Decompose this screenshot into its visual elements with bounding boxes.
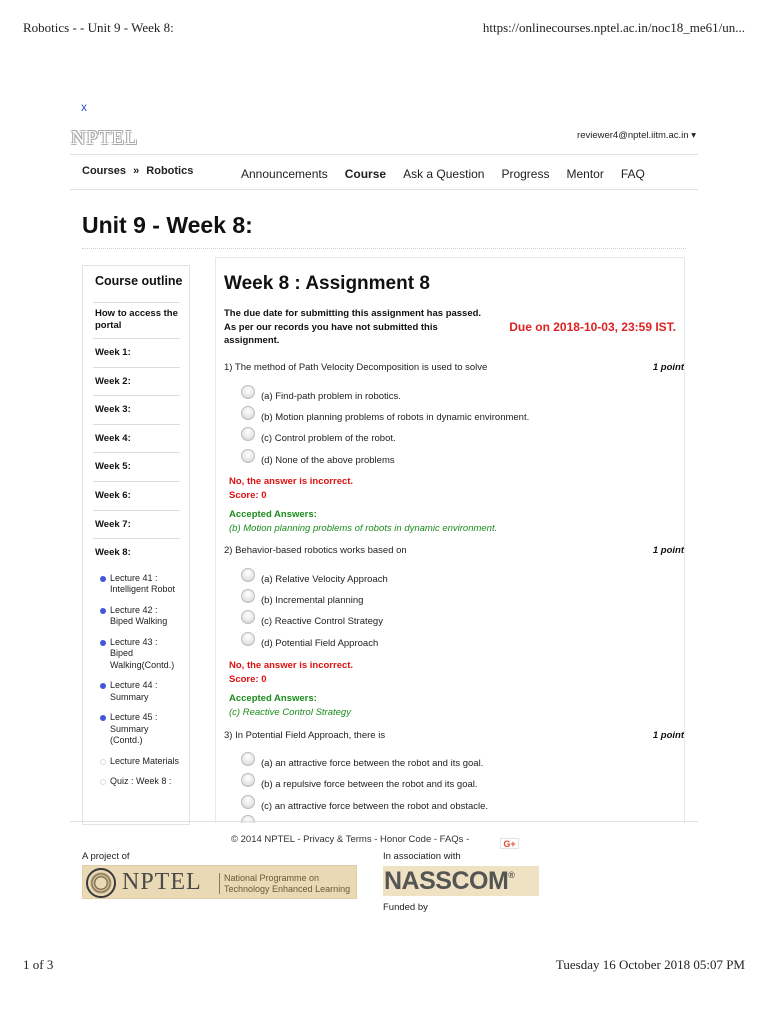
option-label: (c) an attractive force between the robot and obstacle. bbox=[261, 801, 489, 812]
nav-progress[interactable]: Progress bbox=[501, 167, 550, 181]
q1-score: Score: 0 bbox=[229, 490, 267, 501]
q2-accepted-answer: (c) Reactive Control Strategy bbox=[229, 707, 351, 718]
breadcrumb-course[interactable]: Robotics bbox=[146, 165, 194, 177]
nav-announcements[interactable]: Announcements bbox=[241, 167, 328, 181]
sidebar-quiz-week-8[interactable] bbox=[83, 776, 183, 788]
lecture-label: Lecture Materials bbox=[110, 755, 180, 766]
close-icon[interactable]: x bbox=[81, 100, 87, 114]
print-page-title: Robotics - - Unit 9 - Week 8: bbox=[23, 20, 174, 35]
option-label: (a) Find-path problem in robotics. bbox=[261, 391, 401, 402]
option-label: (d) Potential Field Approach bbox=[261, 638, 379, 649]
radio-button[interactable] bbox=[241, 385, 255, 399]
completed-dot-icon bbox=[100, 608, 106, 614]
print-page-number: 1 of 3 bbox=[23, 957, 54, 972]
q1-feedback: No, the answer is incorrect. bbox=[229, 476, 354, 487]
lecture-label: Lecture 42 : Biped Walking bbox=[110, 604, 168, 627]
radio-button[interactable] bbox=[241, 632, 255, 646]
lecture-label: Lecture 41 : Intelligent Robot bbox=[110, 572, 176, 595]
sidebar-item-week-2[interactable]: Week 2: bbox=[95, 375, 131, 387]
question-2-text: 2) Behavior-based robotics works based on bbox=[224, 545, 407, 556]
sidebar-item-week-6[interactable]: Week 6: bbox=[95, 489, 131, 501]
print-footer bbox=[23, 957, 745, 977]
option-label: (c) Control problem of the robot. bbox=[261, 433, 396, 444]
print-page-url: https://onlinecourses.nptel.ac.in/noc18_me61/un... bbox=[482, 20, 745, 35]
sidebar-lecture-45[interactable] bbox=[83, 712, 183, 747]
option-label: (b) a repulsive force between the robot and its goal. bbox=[261, 779, 478, 790]
sidebar-item-week-4[interactable]: Week 4: bbox=[95, 432, 131, 444]
sidebar-lecture-materials[interactable] bbox=[83, 756, 183, 768]
option-label: (b) Incremental planning bbox=[261, 595, 364, 606]
sidebar-item-week-1[interactable]: Week 1: bbox=[95, 347, 131, 358]
question-2-points: 1 point bbox=[652, 545, 684, 556]
banner-divider bbox=[219, 873, 220, 894]
completed-dot-icon bbox=[100, 715, 106, 721]
question-1-points: 1 point bbox=[652, 362, 684, 373]
completed-dot-icon bbox=[100, 576, 106, 582]
header-divider bbox=[70, 154, 698, 155]
radio-button[interactable] bbox=[241, 610, 255, 624]
title-divider bbox=[82, 248, 686, 249]
question-1-text: 1) The method of Path Velocity Decomposition is used to solve bbox=[224, 362, 488, 373]
user-email: reviewer4@nptel.iitm.ac.in bbox=[577, 130, 689, 141]
sidebar-lecture-43[interactable] bbox=[83, 637, 183, 672]
question-3-text: 3) In Potential Field Approach, there is bbox=[224, 730, 386, 741]
project-of-label: A project of bbox=[82, 851, 130, 862]
nav-faq[interactable]: FAQ bbox=[620, 167, 645, 181]
due-date: Due on 2018-10-03, 23:59 IST. bbox=[509, 320, 676, 334]
print-header bbox=[23, 20, 745, 40]
course-nav bbox=[241, 167, 662, 181]
breadcrumb-separator: » bbox=[133, 165, 140, 177]
lecture-label: Lecture 45 : Summary (Contd.) bbox=[110, 712, 158, 746]
nasscom-word: NASSCOM bbox=[384, 867, 509, 895]
radio-button[interactable] bbox=[241, 589, 255, 603]
nav-ask-question[interactable]: Ask a Question bbox=[403, 167, 485, 181]
sidebar-item-week-3[interactable]: Week 3: bbox=[95, 404, 131, 416]
page-title: Unit 9 - Week 8: bbox=[82, 212, 253, 238]
radio-button[interactable] bbox=[241, 406, 255, 420]
user-menu[interactable] bbox=[577, 130, 696, 141]
incomplete-dot-icon bbox=[100, 759, 106, 765]
registered-mark: ® bbox=[508, 870, 515, 880]
option-label: (d) None of the above problems bbox=[261, 455, 395, 466]
q1-accepted-label: Accepted Answers: bbox=[229, 509, 317, 520]
q2-feedback: No, the answer is incorrect. bbox=[229, 660, 354, 671]
lecture-label: Quiz : Week 8 : bbox=[110, 776, 172, 787]
assignment-title: Week 8 : Assignment 8 bbox=[224, 273, 430, 294]
lecture-label: Lecture 43 : Biped Walking(Contd.) bbox=[110, 636, 175, 670]
q2-score: Score: 0 bbox=[229, 674, 267, 685]
print-datetime: Tuesday 16 October 2018 05:07 PM bbox=[555, 957, 745, 972]
incomplete-dot-icon bbox=[100, 779, 106, 785]
radio-button[interactable] bbox=[241, 427, 255, 441]
sidebar-lecture-41[interactable] bbox=[83, 573, 183, 596]
option-label: (b) Motion planning problems of robots in dynamic environment. bbox=[261, 412, 530, 423]
option-label: (a) Relative Velocity Approach bbox=[261, 574, 388, 585]
nptel-banner-word: NPTEL bbox=[122, 869, 202, 895]
breadcrumb bbox=[82, 165, 197, 177]
radio-button[interactable] bbox=[241, 752, 255, 766]
due-note: The due date for submitting this assignment has passed. As per our records you have not submitted this assignment. bbox=[224, 308, 482, 346]
nptel-banner-subtitle: National Programme on Technology Enhanced Learning bbox=[224, 873, 351, 894]
q2-accepted-label: Accepted Answers: bbox=[229, 693, 317, 704]
emblem-icon bbox=[86, 868, 116, 898]
radio-button[interactable] bbox=[241, 449, 255, 463]
completed-dot-icon bbox=[100, 683, 106, 689]
course-outline-sidebar bbox=[82, 265, 190, 825]
funded-by-label: Funded by bbox=[383, 902, 428, 913]
radio-button[interactable] bbox=[241, 773, 255, 787]
lecture-label: Lecture 44 : Summary bbox=[110, 680, 158, 702]
sidebar-item-how-to-access[interactable]: How to access the portal bbox=[95, 308, 178, 331]
option-label: (a) an attractive force between the robot and its goal. bbox=[261, 758, 484, 769]
question-3-points: 1 point bbox=[652, 730, 684, 741]
nptel-banner-logo[interactable] bbox=[82, 865, 357, 899]
chevron-down-icon: ▾ bbox=[691, 130, 696, 141]
assignment-card bbox=[215, 257, 685, 823]
sidebar-lecture-42[interactable] bbox=[83, 605, 183, 628]
sidebar-item-week-5[interactable]: Week 5: bbox=[95, 461, 131, 473]
nasscom-logo[interactable] bbox=[383, 866, 539, 896]
radio-button[interactable] bbox=[241, 568, 255, 582]
completed-dot-icon bbox=[100, 640, 106, 646]
nptel-logo[interactable]: NPTEL bbox=[71, 127, 139, 149]
course-outline-title: Course outline bbox=[95, 274, 183, 288]
nav-mentor[interactable]: Mentor bbox=[566, 167, 604, 181]
nav-divider bbox=[70, 189, 698, 190]
sidebar-lecture-44[interactable] bbox=[83, 680, 183, 703]
sidebar-item-week-8[interactable]: Week 8: bbox=[95, 547, 131, 559]
q1-accepted-answer: (b) Motion planning problems of robots in dynamic environment. bbox=[229, 523, 498, 534]
association-label: In association with bbox=[383, 851, 461, 862]
option-label: (c) Reactive Control Strategy bbox=[261, 616, 383, 627]
breadcrumb-courses[interactable]: Courses bbox=[82, 165, 127, 177]
radio-button[interactable] bbox=[241, 795, 255, 809]
footer-links[interactable]: © 2014 NPTEL - Privacy & Terms - Honor Code - FAQs - bbox=[231, 834, 470, 845]
sidebar-item-week-7[interactable]: Week 7: bbox=[95, 518, 131, 530]
nav-course[interactable]: Course bbox=[344, 167, 387, 181]
google-plus-icon[interactable]: G+ bbox=[500, 838, 519, 849]
footer-divider bbox=[70, 821, 698, 822]
